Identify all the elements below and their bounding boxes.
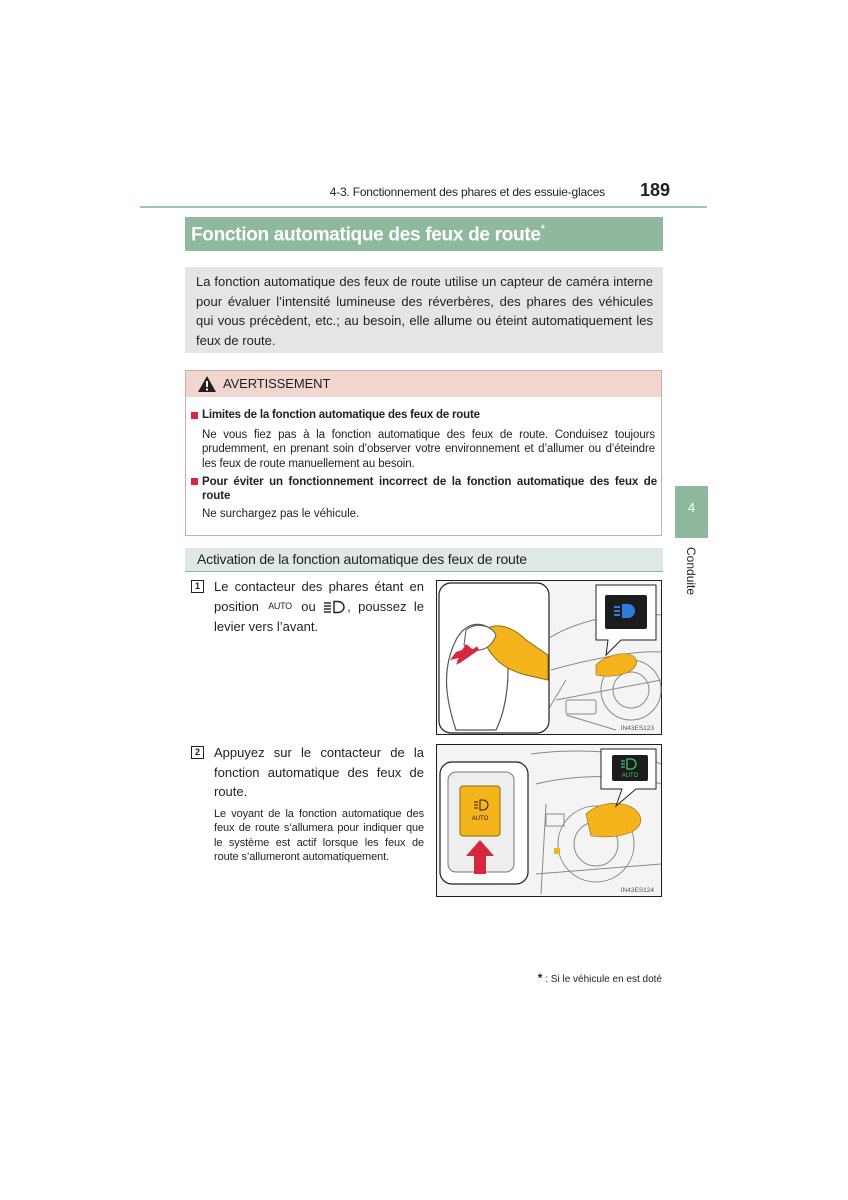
step-text-part: , poussez le levier vers l’avant. <box>214 598 424 634</box>
page-title-text: Fonction automatique des feux de route <box>191 224 541 246</box>
step-number: 1 <box>191 580 204 593</box>
running-header-section: 4-3. Fonctionnement des phares et des essuie-glaces <box>329 185 605 199</box>
step-text-part: Le contacteur des phares étant en position <box>214 579 424 614</box>
blue-high-beam-indicator-icon <box>614 604 635 618</box>
chapter-number: 4 <box>687 500 696 515</box>
figure-code: IN43ES124 <box>620 887 654 894</box>
step-text: Appuyez sur le contacteur de la fonction automatique des feux de route. <box>214 745 424 799</box>
footnote-text: : Si le véhicule en est doté <box>545 974 662 985</box>
switch-label: AUTO <box>471 816 489 822</box>
auto-symbol: AUTO <box>268 601 292 612</box>
auto-switch-illustration <box>436 744 662 897</box>
title-footnote-mark: * <box>540 222 546 236</box>
step-note: Le voyant de la fonction automatique des feux de route s’allumera pour indiquer que le système est actif lorsque les feux de route s’allumeront automatiquement. <box>214 808 424 863</box>
page-number: 189 <box>639 180 670 200</box>
indicator-label: AUTO <box>621 773 639 779</box>
warning-triangle-icon <box>197 375 217 393</box>
chapter-label: Conduite <box>684 547 698 596</box>
subsection-title: Activation de la fonction automatique des feux de route <box>197 551 527 567</box>
footnote <box>480 971 662 985</box>
red-square-bullet-icon <box>191 412 198 419</box>
intro-text: La fonction automatique des feux de route utilise un capteur de caméra interne pour évaluer l’intensité lumineuse des réverbères, des phares des véhicules qui vous précèdent, etc.; au besoin, elle allume ou éteint automatiquement les feux de route. <box>196 274 653 348</box>
warning-item-text: Ne surchargez pas le véhicule. <box>202 508 360 520</box>
red-square-bullet-icon <box>191 478 198 485</box>
header-divider <box>140 206 707 208</box>
page-title <box>191 222 545 246</box>
warning-item-heading: Limites de la fonction automatique des feux de route <box>202 409 480 421</box>
step-number: 2 <box>191 746 204 759</box>
high-beam-icon <box>323 600 347 614</box>
step-text <box>214 577 424 636</box>
footnote-mark: * <box>537 971 543 985</box>
subsection-underline <box>185 571 663 572</box>
warning-item-heading: Pour éviter un fonctionnement incorrect de la fonction automatique des feux de route <box>202 476 657 503</box>
step-text-part: ou <box>301 598 316 614</box>
lever-illustration <box>436 580 662 735</box>
figure-code: IN43ES123 <box>620 725 654 732</box>
warning-title: AVERTISSEMENT <box>223 376 331 391</box>
warning-item-text: Ne vous fiez pas à la fonction automatique des feux de route. Conduisez toujours prudemment, en prenant soin d’observer votre environnement et d’allumer ou d’éteindre les feux de route manuellement au besoin. <box>202 429 655 470</box>
